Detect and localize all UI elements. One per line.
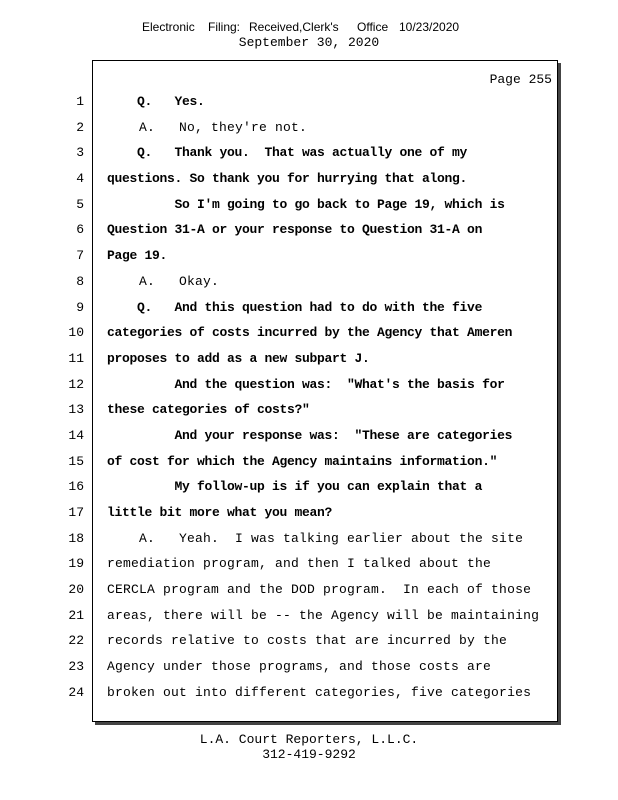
line-number: 6 bbox=[76, 222, 84, 238]
line-number: 9 bbox=[76, 299, 84, 315]
line-number: 4 bbox=[76, 171, 84, 187]
transcript-line bbox=[0, 423, 618, 449]
line-text: And your response was: "These are categories bbox=[107, 427, 513, 443]
line-text: Q. Yes. bbox=[107, 94, 205, 109]
line-text: A. Okay. bbox=[107, 273, 220, 289]
line-text: little bit more what you mean? bbox=[107, 505, 333, 520]
line-number: 24 bbox=[68, 684, 84, 700]
transcript-line bbox=[0, 526, 618, 552]
line-number: 15 bbox=[68, 453, 84, 469]
line-text: So I'm going to go back to Page 19, which is bbox=[107, 196, 505, 212]
line-number: 7 bbox=[76, 248, 84, 264]
line-text: broken out into different categories, five categories bbox=[107, 684, 532, 700]
line-text: questions. So thank you for hurrying that along. bbox=[107, 171, 468, 187]
page-footer bbox=[0, 732, 618, 762]
line-number: 16 bbox=[68, 479, 84, 495]
transcript-line bbox=[0, 217, 618, 243]
transcript-line bbox=[0, 346, 618, 372]
line-text: A. Yeah. I was talking earlier about the site bbox=[107, 530, 524, 546]
line-number: 3 bbox=[76, 145, 84, 161]
line-number: 19 bbox=[68, 556, 84, 572]
transcript-line bbox=[0, 320, 618, 346]
line-text: records relative to costs that are incurred by the bbox=[107, 633, 508, 649]
line-text: CERCLA program and the DOD program. In each of those bbox=[107, 582, 532, 598]
line-number: 2 bbox=[76, 119, 84, 135]
line-text: A. No, they're not. bbox=[107, 119, 308, 135]
line-number: 17 bbox=[68, 505, 84, 520]
line-text: And the question was: "What's the basis for bbox=[107, 376, 505, 392]
line-text: Q. And this question had to do with the five bbox=[107, 299, 483, 315]
line-number: 1 bbox=[76, 94, 84, 109]
transcript-line bbox=[0, 551, 618, 577]
transcript-line bbox=[0, 654, 618, 680]
transcript-line bbox=[0, 603, 618, 629]
hearing-date: September 30, 2020 bbox=[238, 35, 380, 50]
line-number: 8 bbox=[76, 273, 84, 289]
line-text: Agency under those programs, and those costs are bbox=[107, 659, 492, 675]
line-text: Question 31-A or your response to Question 31-A on bbox=[107, 222, 483, 238]
transcript-line bbox=[0, 269, 618, 295]
line-number: 18 bbox=[68, 530, 84, 546]
line-text: proposes to add as a new subpart J. bbox=[107, 350, 370, 366]
transcript-line bbox=[0, 474, 618, 500]
transcript-line bbox=[0, 449, 618, 475]
transcript-line bbox=[0, 628, 618, 654]
line-number: 14 bbox=[68, 427, 84, 443]
filing-electronic-text: Electronic bbox=[142, 20, 195, 34]
transcript-line bbox=[0, 577, 618, 603]
filing-label-text: Filing: bbox=[208, 20, 241, 34]
line-number: 22 bbox=[68, 633, 84, 649]
transcript-line bbox=[0, 500, 618, 526]
line-text: Page 19. bbox=[107, 248, 168, 264]
transcript-line bbox=[0, 372, 618, 398]
line-number: 21 bbox=[68, 607, 84, 623]
line-text: these categories of costs?" bbox=[107, 402, 310, 418]
reporter-phone: 312-419-9292 bbox=[262, 747, 356, 762]
transcript-line bbox=[0, 115, 618, 141]
line-number: 20 bbox=[68, 582, 84, 598]
transcript-line bbox=[0, 295, 618, 321]
line-text: Q. Thank you. That was actually one of my bbox=[107, 145, 468, 161]
transcript-line bbox=[0, 243, 618, 269]
line-text: areas, there will be -- the Agency will be maintaining bbox=[107, 607, 540, 623]
transcript-line bbox=[0, 397, 618, 423]
line-text: categories of costs incurred by the Agency that Ameren bbox=[107, 325, 513, 341]
line-number: 11 bbox=[68, 350, 84, 366]
filing-date-text: 10/23/2020 bbox=[399, 20, 460, 34]
line-number: 5 bbox=[76, 196, 84, 212]
line-number: 23 bbox=[68, 659, 84, 675]
line-number: 12 bbox=[68, 376, 84, 392]
transcript-line bbox=[0, 166, 618, 192]
page-number: Page 255 bbox=[489, 72, 552, 87]
filing-received-text: Received,Clerk's bbox=[249, 20, 339, 34]
line-text: remediation program, and then I talked about the bbox=[107, 556, 492, 572]
transcript-line bbox=[0, 89, 618, 115]
transcript-line bbox=[0, 140, 618, 166]
reporter-company: L.A. Court Reporters, L.L.C. bbox=[199, 732, 419, 747]
filing-office-text: Office bbox=[357, 20, 389, 34]
transcript-line bbox=[0, 192, 618, 218]
line-number: 10 bbox=[68, 325, 84, 341]
line-number: 13 bbox=[68, 402, 84, 418]
line-text: My follow-up is if you can explain that a bbox=[107, 479, 483, 495]
transcript-lines bbox=[0, 89, 618, 706]
transcript-line bbox=[0, 680, 618, 706]
line-text: of cost for which the Agency maintains information." bbox=[107, 453, 498, 469]
